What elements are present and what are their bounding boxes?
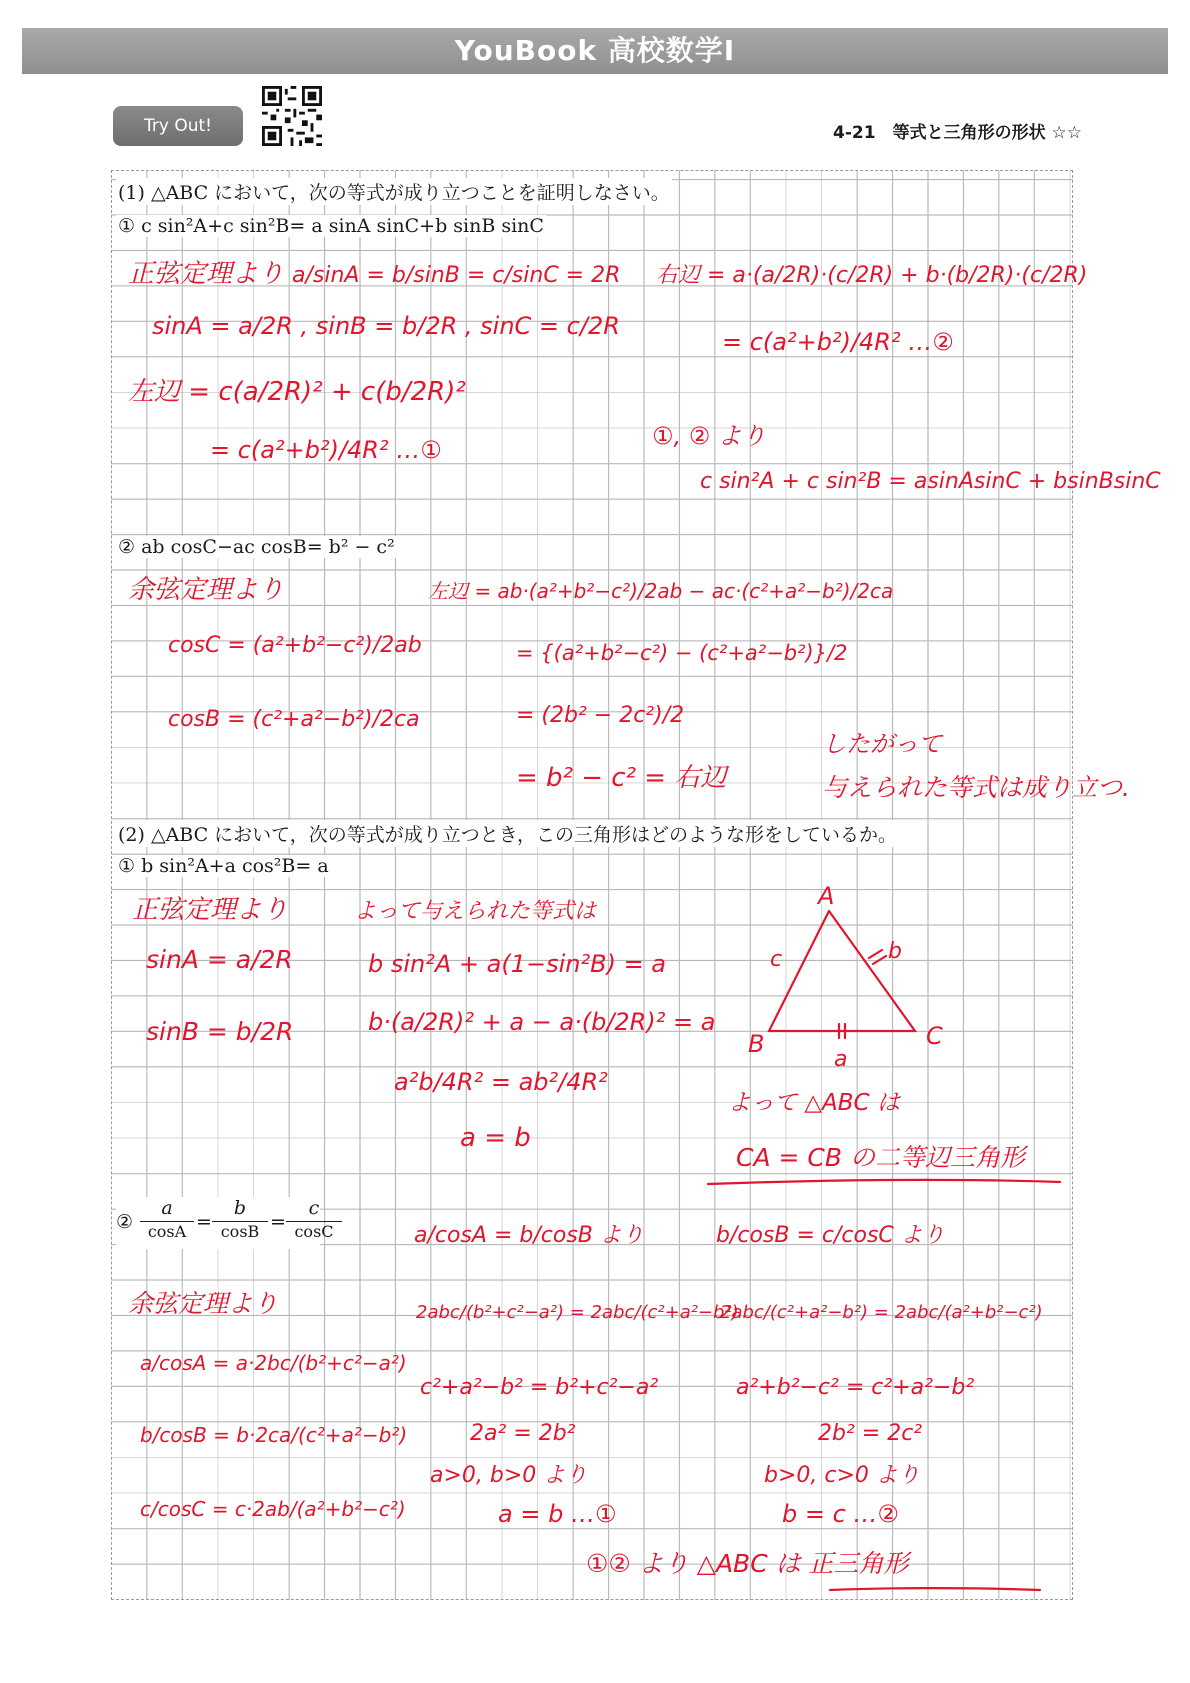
side-a: a [834, 1047, 848, 1072]
s4-final: ①② より △ABC は 正三角形 [586, 1549, 909, 1578]
header-title-bar [22, 28, 1168, 74]
vertex-A: A [818, 882, 835, 910]
problem-1-2-statement: ② ab cosC−ac cosB= b² − c² [118, 536, 395, 558]
s1-left-2: = c(a²+b²)/4R² …① [210, 436, 442, 464]
try-out-button[interactable]: Try Out! [113, 106, 243, 146]
s3-law: 正弦定理より [132, 895, 289, 925]
s2-left-1: 左辺 = ab·(a²+b²−c²)/2ab − ac·(c²+a²−b²)/2ca [428, 579, 894, 603]
side-c: c [770, 947, 783, 972]
frac-2-numerator: b [233, 1197, 247, 1219]
s3-eq-2: b·(a/2R)² + a − a·(b/2R)² = a [368, 1008, 716, 1036]
s4-cond-2: b/cosB = c/cosC より [716, 1223, 945, 1248]
s4-cosC: c/cosC = c·2ab/(a²+b²−c²) [140, 1497, 406, 1521]
s3-eq-0: よって与えられた等式は [354, 899, 597, 924]
s2-conclusion-1: したがって [822, 730, 942, 758]
frac-1-denominator: cosA [140, 1221, 194, 1241]
s2-cosC: cosC = (a²+b²−c²)/2ab [168, 633, 422, 658]
s4-cosB: b/cosB = b·2ca/(c²+a²−b²) [140, 1423, 408, 1447]
problem-1-1-statement: ① c sin²A+c sin²B= a sinA sinC+b sinB sinC [118, 215, 544, 237]
problem-1-statement: (1) △ABC において，次の等式が成り立つことを証明しなさい。 [116, 178, 672, 205]
s1-sin-values: sinA = a/2R , sinB = b/2R , sinC = c/2R [152, 312, 620, 340]
s4-cond-1: a/cosA = b/cosB より [414, 1223, 644, 1248]
frac-1-numerator: a [161, 1197, 173, 1219]
s3-eq-4: a = b [460, 1123, 531, 1153]
problem-2-2-statement: ② a cosA = b cosB = c cosC [116, 1197, 320, 1249]
graph-paper-area [111, 170, 1073, 1600]
vertex-C: C [926, 1022, 943, 1050]
problem-2-2-label: ② [116, 1211, 134, 1233]
s2-law: 余弦定理より [128, 575, 285, 605]
problem-2-1-statement: ① b sin²A+a cos²B= a [118, 855, 329, 877]
s2-cosB: cosB = (c²+a²−b²)/2ca [168, 707, 420, 732]
s1-right-1: 右辺 = a·(a/2R)·(c/2R) + b·(b/2R)·(c/2R) [656, 263, 1088, 288]
s2-left-2: = {(a²+b²−c²) − (c²+a²−b²)}/2 [516, 641, 848, 665]
side-b: b [888, 939, 902, 964]
qr-code-icon [262, 86, 322, 146]
s3-eq-1: b sin²A + a(1−sin²B) = a [368, 950, 667, 978]
s3-conclusion-1: よって △ABC は [728, 1090, 900, 1116]
s4-cosA: a/cosA = a·2bc/(b²+c²−a²) [140, 1351, 407, 1375]
s3-eq-3: a²b/4R² = ab²/4R² [394, 1068, 608, 1096]
header-title: YouBook 高校数学Ⅰ [454, 34, 736, 67]
s4-right-4: b>0, c>0 より [764, 1463, 920, 1488]
vertex-B: B [748, 1030, 765, 1058]
s4-right-3: 2b² = 2c² [818, 1421, 923, 1446]
s1-left-1: 左辺 = c(a/2R)² + c(b/2R)² [128, 377, 466, 407]
s1-conclusion-2: c sin²A + c sin²B = asinAsinC + bsinBsinC [700, 469, 1161, 494]
s1-conclusion-1: ①, ② より [652, 422, 766, 450]
s1-law-eq: a/sinA = b/sinB = c/sinC = 2R [292, 263, 621, 288]
frac-2-denominator: cosB [212, 1221, 268, 1241]
s4-mid-3: 2a² = 2b² [470, 1421, 576, 1446]
s1-right-2: = c(a²+b²)/4R² …② [722, 328, 954, 356]
frac-3-denominator: cosC [286, 1221, 342, 1241]
s3-conclusion-2: CA = CB の二等辺三角形 [736, 1143, 1025, 1172]
s3-sinB: sinB = b/2R [146, 1017, 294, 1046]
problem-2-statement: (2) △ABC において，次の等式が成り立つとき，この三角形はどのような形をしているか。 [116, 820, 899, 847]
s4-law: 余弦定理より [128, 1289, 279, 1318]
frac-3-numerator: c [308, 1197, 320, 1219]
s4-mid-1: 2abc/(b²+c²−a²) = 2abc/(c²+a²−b²) [416, 1302, 739, 1323]
s4-right-1: 2abc/(c²+a²−b²) = 2abc/(a²+b²−c²) [720, 1302, 1043, 1323]
section-title: 4-21 等式と三角形の形状 ☆☆ [833, 123, 1082, 143]
s2-left-3: = (2b² − 2c²)/2 [516, 703, 685, 728]
s3-sinA: sinA = a/2R [146, 945, 293, 974]
s2-left-4: = b² − c² = 右辺 [516, 763, 727, 793]
s1-law: 正弦定理より [128, 259, 285, 289]
s4-right-5: b = c …② [782, 1500, 899, 1528]
s2-conclusion-2: 与えられた等式は成り立つ. [822, 773, 1130, 802]
s4-mid-2: c²+a²−b² = b²+c²−a² [420, 1375, 659, 1400]
s4-mid-4: a>0, b>0 より [430, 1463, 588, 1488]
s4-mid-5: a = b …① [498, 1500, 617, 1528]
s4-right-2: a²+b²−c² = c²+a²−b² [736, 1375, 975, 1400]
